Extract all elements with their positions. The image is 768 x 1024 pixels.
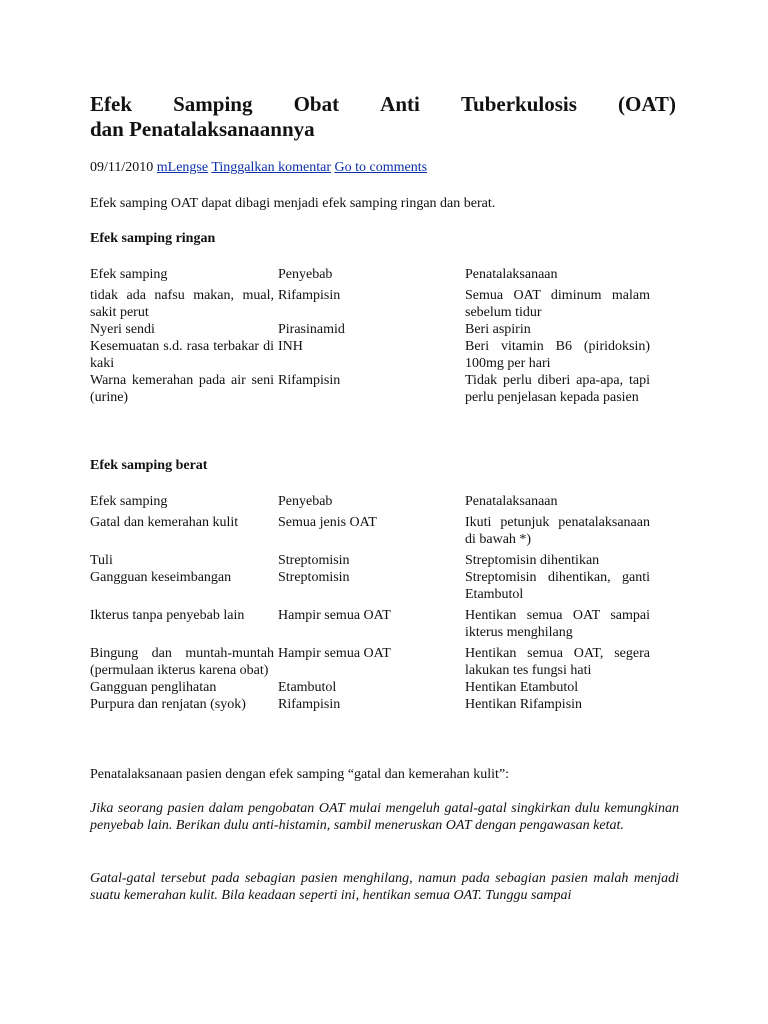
- cell-efek: Ikterus tanpa penyebab lain: [90, 608, 245, 623]
- cell-penatalaksanaan: Streptomisin dihentikan: [465, 553, 600, 568]
- cell-penatalaksanaan: Hentikan semua OAT, segera lakukan tes fungsi hati: [465, 646, 650, 678]
- header-cell: Penatalaksanaan: [465, 494, 558, 509]
- table-row: [88, 569, 652, 607]
- title-line-2: dan Penatalaksanaannya: [90, 117, 315, 141]
- title-word: Samping: [173, 92, 253, 116]
- cell-penatalaksanaan: Ikuti petunjuk penatalaksanaan di bawah *): [465, 515, 650, 547]
- cell-efek: Kesemuatan s.d. rasa terbakar di kaki: [90, 339, 274, 371]
- cell-penyebab: Streptomisin: [278, 553, 350, 568]
- cell-penyebab: Pirasinamid: [278, 322, 345, 337]
- table-header-row: [88, 493, 652, 514]
- cell-efek: Purpura dan renjatan (syok): [90, 697, 246, 712]
- cell-efek: Gatal dan kemerahan kulit: [90, 515, 239, 530]
- cell-penyebab: Rifampisin: [278, 288, 341, 303]
- cell-efek: Tuli: [90, 553, 113, 568]
- heading-efek-samping-ringan: Efek samping ringan: [90, 231, 216, 246]
- table-efek-samping-berat: [88, 493, 652, 713]
- table-row: [88, 645, 652, 679]
- cell-penyebab: Rifampisin: [278, 697, 341, 712]
- table-row: [88, 287, 652, 321]
- cell-efek: Nyeri sendi: [90, 322, 155, 337]
- cell-penatalaksanaan: Hentikan Etambutol: [465, 680, 579, 695]
- cell-efek: Bingung dan muntah-muntah (permulaan ikterus karena obat): [90, 646, 274, 678]
- cell-penyebab: Rifampisin: [278, 373, 341, 388]
- leave-comment-link[interactable]: Tinggalkan komentar: [211, 160, 331, 175]
- table-row: [88, 372, 652, 406]
- cell-efek: Gangguan penglihatan: [90, 680, 217, 695]
- author-link[interactable]: mLengse: [156, 160, 209, 175]
- intro-paragraph: Efek samping OAT dapat dibagi menjadi efek samping ringan dan berat.: [90, 196, 496, 211]
- cell-penyebab: Hampir semua OAT: [278, 608, 391, 623]
- cell-efek: Gangguan keseimbangan: [90, 570, 232, 585]
- table-row: [88, 696, 652, 713]
- table-row: [88, 514, 652, 552]
- heading-efek-samping-berat: Efek samping berat: [90, 458, 208, 473]
- title-word: Tuberkulosis: [460, 92, 577, 116]
- table-header-row: [88, 266, 652, 287]
- title-word: (OAT): [618, 92, 676, 116]
- cell-penatalaksanaan: Hentikan Rifampisin: [465, 697, 583, 712]
- table-efek-samping-ringan: [88, 266, 652, 406]
- cell-penyebab: Hampir semua OAT: [278, 646, 391, 661]
- cell-penatalaksanaan: Hentikan semua OAT sampai ikterus menghilang: [465, 608, 650, 640]
- cell-efek: Warna kemerahan pada air seni (urine): [90, 373, 274, 405]
- table-row: [88, 321, 652, 338]
- cell-penyebab: INH: [278, 339, 303, 354]
- management-intro: Penatalaksanaan pasien dengan efek samping “gatal dan kemerahan kulit”:: [90, 767, 510, 782]
- table-row: [88, 552, 652, 569]
- title-word: Obat: [293, 92, 340, 116]
- header-cell: Penyebab: [278, 267, 333, 282]
- cell-penyebab: Streptomisin: [278, 570, 350, 585]
- cell-penatalaksanaan: Beri aspirin: [465, 322, 531, 337]
- cell-penyebab: Etambutol: [278, 680, 337, 695]
- table-row: [88, 338, 652, 372]
- post-meta: [90, 159, 427, 177]
- go-to-comments-link[interactable]: Go to comments: [334, 160, 428, 175]
- management-paragraph-1: Jika seorang pasien dalam pengobatan OAT mulai mengeluh gatal-gatal singkirkan dulu kemungkinan penyebab lain. Berikan dulu anti-histamin, sambil meneruskan OAT dengan pengawasan ketat.: [90, 801, 679, 833]
- cell-penatalaksanaan: Tidak perlu diberi apa-apa, tapi perlu penjelasan kepada pasien: [465, 373, 650, 405]
- article-title: [90, 92, 676, 142]
- post-date: 09/11/2010: [90, 160, 154, 175]
- table-row: [88, 679, 652, 696]
- title-line-1: [90, 92, 676, 117]
- table-row: [88, 607, 652, 645]
- header-cell: Efek samping: [90, 267, 168, 282]
- cell-penatalaksanaan: Beri vitamin B6 (piridoksin) 100mg per hari: [465, 339, 650, 371]
- cell-penyebab: Semua jenis OAT: [278, 515, 377, 530]
- cell-penatalaksanaan: Semua OAT diminum malam sebelum tidur: [465, 288, 650, 320]
- title-word: Efek: [90, 92, 132, 116]
- cell-efek: tidak ada nafsu makan, mual, sakit perut: [90, 288, 274, 320]
- header-cell: Penatalaksanaan: [465, 267, 558, 282]
- cell-penatalaksanaan: Streptomisin dihentikan, ganti Etambutol: [465, 570, 650, 602]
- header-cell: Efek samping: [90, 494, 168, 509]
- management-paragraph-2: Gatal-gatal tersebut pada sebagian pasien menghilang, namun pada sebagian pasien malah menjadi suatu kemerahan kulit. Bila keadaan seperti ini, hentikan semua OAT. Tunggu sampai: [90, 871, 679, 903]
- header-cell: Penyebab: [278, 494, 333, 509]
- title-word: Anti: [380, 92, 420, 116]
